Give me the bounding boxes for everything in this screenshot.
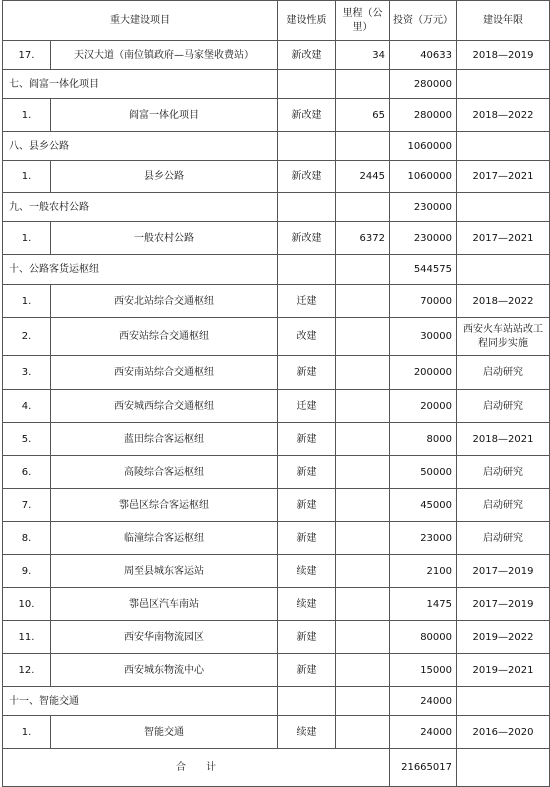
section-row bbox=[3, 687, 550, 716]
project-name: 西安城西综合交通枢纽 bbox=[51, 390, 278, 423]
project-name: 临潼综合客运枢纽 bbox=[51, 522, 278, 555]
table-row bbox=[3, 285, 550, 318]
investment-value: 20000 bbox=[390, 390, 457, 423]
construction-period bbox=[457, 255, 550, 285]
project-name: 西安站综合交通枢纽 bbox=[51, 318, 278, 356]
mileage-value bbox=[336, 255, 390, 285]
header-mileage: 里程（公里） bbox=[336, 1, 390, 41]
row-number: 1. bbox=[3, 716, 51, 749]
investment-value: 8000 bbox=[390, 423, 457, 456]
construction-period: 2017—2019 bbox=[457, 555, 550, 588]
mileage-value bbox=[336, 285, 390, 318]
project-name: 一般农村公路 bbox=[51, 222, 278, 255]
row-number: 9. bbox=[3, 555, 51, 588]
section-title: 七、阎富一体化项目 bbox=[3, 70, 278, 99]
construction-nature: 续建 bbox=[278, 588, 336, 621]
project-name: 西安城东物流中心 bbox=[51, 654, 278, 687]
table-row bbox=[3, 222, 550, 255]
construction-nature: 迁建 bbox=[278, 390, 336, 423]
construction-nature: 新改建 bbox=[278, 161, 336, 193]
table-row bbox=[3, 654, 550, 687]
mileage-value bbox=[336, 70, 390, 99]
mileage-value bbox=[336, 318, 390, 356]
row-number: 12. bbox=[3, 654, 51, 687]
construction-period: 2018—2022 bbox=[457, 99, 550, 132]
row-number: 6. bbox=[3, 456, 51, 489]
construction-nature bbox=[278, 193, 336, 222]
mileage-value: 65 bbox=[336, 99, 390, 132]
construction-nature: 新建 bbox=[278, 456, 336, 489]
investment-value: 40633 bbox=[390, 41, 457, 70]
row-number: 17. bbox=[3, 41, 51, 70]
total-investment: 21665017 bbox=[390, 749, 457, 787]
mileage-value bbox=[336, 193, 390, 222]
table-row bbox=[3, 390, 550, 423]
investment-value: 15000 bbox=[390, 654, 457, 687]
construction-nature: 新建 bbox=[278, 423, 336, 456]
table-row bbox=[3, 99, 550, 132]
construction-nature: 续建 bbox=[278, 716, 336, 749]
construction-nature: 新建 bbox=[278, 654, 336, 687]
section-title: 十一、智能交通 bbox=[3, 687, 278, 716]
section-row bbox=[3, 255, 550, 285]
investment-value: 544575 bbox=[390, 255, 457, 285]
header-period: 建设年限 bbox=[457, 1, 550, 41]
project-name: 智能交通 bbox=[51, 716, 278, 749]
mileage-value: 2445 bbox=[336, 161, 390, 193]
table-row bbox=[3, 423, 550, 456]
investment-value: 1475 bbox=[390, 588, 457, 621]
construction-period: 2019—2021 bbox=[457, 654, 550, 687]
mileage-value bbox=[336, 716, 390, 749]
section-title: 八、县乡公路 bbox=[3, 132, 278, 161]
construction-period bbox=[457, 70, 550, 99]
header-project: 重大建设项目 bbox=[3, 1, 278, 41]
investment-value: 24000 bbox=[390, 687, 457, 716]
investment-value: 24000 bbox=[390, 716, 457, 749]
construction-nature: 新建 bbox=[278, 621, 336, 654]
mileage-value bbox=[336, 132, 390, 161]
investment-value: 30000 bbox=[390, 318, 457, 356]
mileage-value bbox=[336, 687, 390, 716]
investment-value: 50000 bbox=[390, 456, 457, 489]
row-number: 10. bbox=[3, 588, 51, 621]
table-body bbox=[3, 41, 550, 787]
table-row bbox=[3, 489, 550, 522]
table-row bbox=[3, 716, 550, 749]
construction-period: 启动研究 bbox=[457, 456, 550, 489]
construction-period: 启动研究 bbox=[457, 356, 550, 390]
project-name: 天汉大道（南位镇政府—马家堡收费站） bbox=[51, 41, 278, 70]
project-table bbox=[2, 0, 550, 787]
mileage-value bbox=[336, 621, 390, 654]
section-row bbox=[3, 193, 550, 222]
construction-nature bbox=[278, 70, 336, 99]
construction-period: 西安火车站站改工程同步实施 bbox=[457, 318, 550, 356]
row-number: 7. bbox=[3, 489, 51, 522]
mileage-value: 34 bbox=[336, 41, 390, 70]
construction-period: 2017—2021 bbox=[457, 161, 550, 193]
construction-period: 2017—2021 bbox=[457, 222, 550, 255]
construction-nature bbox=[278, 687, 336, 716]
investment-value: 230000 bbox=[390, 222, 457, 255]
project-name: 阎富一体化项目 bbox=[51, 99, 278, 132]
table-row bbox=[3, 41, 550, 70]
table-row bbox=[3, 588, 550, 621]
row-number: 1. bbox=[3, 222, 51, 255]
row-number: 1. bbox=[3, 285, 51, 318]
construction-nature bbox=[278, 132, 336, 161]
table-row bbox=[3, 356, 550, 390]
construction-period: 启动研究 bbox=[457, 522, 550, 555]
construction-nature: 改建 bbox=[278, 318, 336, 356]
construction-period: 2019—2022 bbox=[457, 621, 550, 654]
construction-period: 2016—2020 bbox=[457, 716, 550, 749]
construction-nature: 新建 bbox=[278, 489, 336, 522]
project-name: 周至县城东客运站 bbox=[51, 555, 278, 588]
header-investment: 投资（万元） bbox=[390, 1, 457, 41]
investment-value: 23000 bbox=[390, 522, 457, 555]
mileage-value: 6372 bbox=[336, 222, 390, 255]
investment-value: 1060000 bbox=[390, 132, 457, 161]
project-name: 鄠邑区汽车南站 bbox=[51, 588, 278, 621]
header-nature: 建设性质 bbox=[278, 1, 336, 41]
investment-value: 280000 bbox=[390, 99, 457, 132]
construction-period: 2017—2019 bbox=[457, 588, 550, 621]
mileage-value bbox=[336, 654, 390, 687]
construction-nature: 新改建 bbox=[278, 99, 336, 132]
row-number: 4. bbox=[3, 390, 51, 423]
construction-period bbox=[457, 193, 550, 222]
section-title: 九、一般农村公路 bbox=[3, 193, 278, 222]
project-name: 蓝田综合客运枢纽 bbox=[51, 423, 278, 456]
investment-value: 230000 bbox=[390, 193, 457, 222]
project-name: 县乡公路 bbox=[51, 161, 278, 193]
section-row bbox=[3, 70, 550, 99]
project-name: 鄠邑区综合客运枢纽 bbox=[51, 489, 278, 522]
mileage-value bbox=[336, 588, 390, 621]
mileage-value bbox=[336, 489, 390, 522]
section-title: 十、公路客货运枢纽 bbox=[3, 255, 278, 285]
construction-period bbox=[457, 132, 550, 161]
table-row bbox=[3, 555, 550, 588]
row-number: 1. bbox=[3, 161, 51, 193]
project-name: 西安华南物流园区 bbox=[51, 621, 278, 654]
investment-value: 45000 bbox=[390, 489, 457, 522]
table-row bbox=[3, 456, 550, 489]
investment-value: 80000 bbox=[390, 621, 457, 654]
construction-nature: 新改建 bbox=[278, 41, 336, 70]
construction-period: 启动研究 bbox=[457, 390, 550, 423]
row-number: 11. bbox=[3, 621, 51, 654]
total-label: 合 计 bbox=[3, 749, 390, 787]
construction-nature: 新建 bbox=[278, 522, 336, 555]
table-row bbox=[3, 161, 550, 193]
row-number: 5. bbox=[3, 423, 51, 456]
investment-value: 1060000 bbox=[390, 161, 457, 193]
total-row bbox=[3, 749, 550, 787]
construction-nature: 续建 bbox=[278, 555, 336, 588]
construction-nature: 新建 bbox=[278, 356, 336, 390]
row-number: 1. bbox=[3, 99, 51, 132]
table-row bbox=[3, 621, 550, 654]
mileage-value bbox=[336, 522, 390, 555]
investment-value: 200000 bbox=[390, 356, 457, 390]
section-row bbox=[3, 132, 550, 161]
construction-period: 2018—2019 bbox=[457, 41, 550, 70]
construction-nature: 迁建 bbox=[278, 285, 336, 318]
table-row bbox=[3, 318, 550, 356]
mileage-value bbox=[336, 423, 390, 456]
construction-period: 启动研究 bbox=[457, 489, 550, 522]
mileage-value bbox=[336, 356, 390, 390]
investment-value: 70000 bbox=[390, 285, 457, 318]
construction-period: 2018—2022 bbox=[457, 285, 550, 318]
construction-nature: 新改建 bbox=[278, 222, 336, 255]
row-number: 8. bbox=[3, 522, 51, 555]
row-number: 2. bbox=[3, 318, 51, 356]
construction-period bbox=[457, 749, 550, 787]
investment-value: 280000 bbox=[390, 70, 457, 99]
project-name: 西安南站综合交通枢纽 bbox=[51, 356, 278, 390]
construction-period: 2018—2021 bbox=[457, 423, 550, 456]
mileage-value bbox=[336, 390, 390, 423]
mileage-value bbox=[336, 456, 390, 489]
project-name: 西安北站综合交通枢纽 bbox=[51, 285, 278, 318]
row-number: 3. bbox=[3, 356, 51, 390]
table-row bbox=[3, 522, 550, 555]
construction-nature bbox=[278, 255, 336, 285]
project-name: 高陵综合客运枢纽 bbox=[51, 456, 278, 489]
construction-period bbox=[457, 687, 550, 716]
investment-value: 2100 bbox=[390, 555, 457, 588]
mileage-value bbox=[336, 555, 390, 588]
